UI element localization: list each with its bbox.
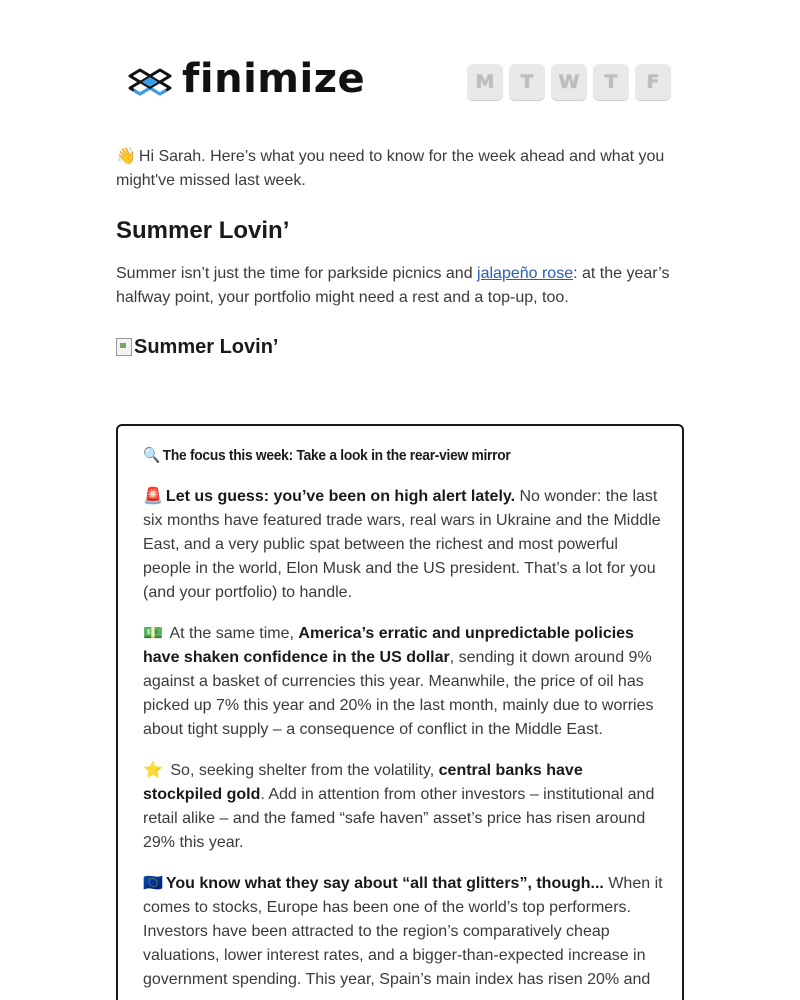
broken-image-icon — [116, 338, 132, 356]
focus-content — [143, 443, 663, 992]
paragraph-bold: America’s erratic and unpredictable policies have shaken confidence in the US dollar — [143, 625, 634, 666]
day-tile-wednesday[interactable]: W — [551, 64, 587, 100]
greeting-text: Hi Sarah. Here’s what you need to know for the week ahead and what you might've missed last week. — [116, 148, 665, 189]
article-image — [116, 335, 278, 359]
article-headline: Summer Lovin’ — [116, 217, 290, 244]
day-tile-tuesday[interactable]: T — [509, 64, 545, 100]
image-alt-text: Summer Lovin’ — [134, 336, 279, 358]
finimize-logo-icon — [126, 64, 174, 98]
star-icon: ⭐ — [143, 760, 163, 779]
day-tile-monday[interactable]: M — [467, 64, 503, 100]
intro-text-start: Summer isn’t just the time for parkside picnics and — [116, 265, 478, 282]
eu-flag-icon: 🇪🇺 — [143, 873, 163, 892]
focus-title-text: The focus this week: Take a look in the rear-view mirror — [162, 447, 511, 464]
day-tile-friday[interactable]: F — [635, 64, 671, 100]
intro-text-end: : at the year’s halfway point, your portfolio might need a rest and a top-up, too. — [116, 265, 670, 306]
magnifier-icon: 🔍 — [143, 446, 160, 464]
focus-paragraph-dollar — [143, 621, 663, 742]
focus-title — [143, 443, 621, 468]
waving-hand-icon: 👋 — [116, 146, 136, 165]
focus-paragraph-europe — [143, 871, 663, 992]
paragraph-text: , sending it down around 9% against a basket of currencies this year. Meanwhile, the price of oil has picked up 7% this year and 20% in the last month, mainly due to worries about tight supply – a consequence of conflict in the Middle East. — [143, 649, 654, 738]
focus-paragraph-alert — [143, 484, 663, 605]
paragraph-lead: So, seeking shelter from the volatility, — [165, 762, 439, 779]
brand-wordmark: finimize — [182, 56, 366, 102]
paragraph-bold: Let us guess: you’ve been on high alert lately. — [165, 488, 516, 505]
weekday-tiles — [467, 64, 671, 100]
paragraph-text: When it comes to stocks, Europe has been one of the world’s top performers. Investors have been attracted to the region’s comparatively cheap valuations, lower interest rates, and a bigger-than-expected increase in government spending. This year, Spain’s main index has risen 20% and — [143, 875, 663, 988]
greeting — [116, 144, 688, 193]
paragraph-text: . Add in attention from other investors – institutional and retail alike – and the famed “safe haven” asset’s price has risen around 29% this year. — [143, 786, 655, 851]
focus-box — [116, 424, 684, 1000]
paragraph-lead: At the same time, — [165, 625, 299, 642]
paragraph-bold: You know what they say about “all that glitters”, though... — [165, 875, 604, 892]
siren-icon: 🚨 — [143, 486, 163, 505]
email-header — [126, 56, 672, 106]
focus-paragraph-gold — [143, 758, 663, 855]
jalapeno-rose-link[interactable]: jalapeño rose — [477, 265, 574, 282]
day-tile-thursday[interactable]: T — [593, 64, 629, 100]
article-intro — [116, 262, 688, 310]
paragraph-text: No wonder: the last six months have featured trade wars, real wars in Ukraine and the Middle East, and a very public spat between the richest and most powerful people in the world, Elon Musk and the US president. That’s a lot for you (and your portfolio) to handle. — [143, 488, 661, 601]
paragraph-bold: central banks have stockpiled gold — [143, 762, 583, 803]
dollar-banknote-icon: 💵 — [143, 623, 163, 642]
